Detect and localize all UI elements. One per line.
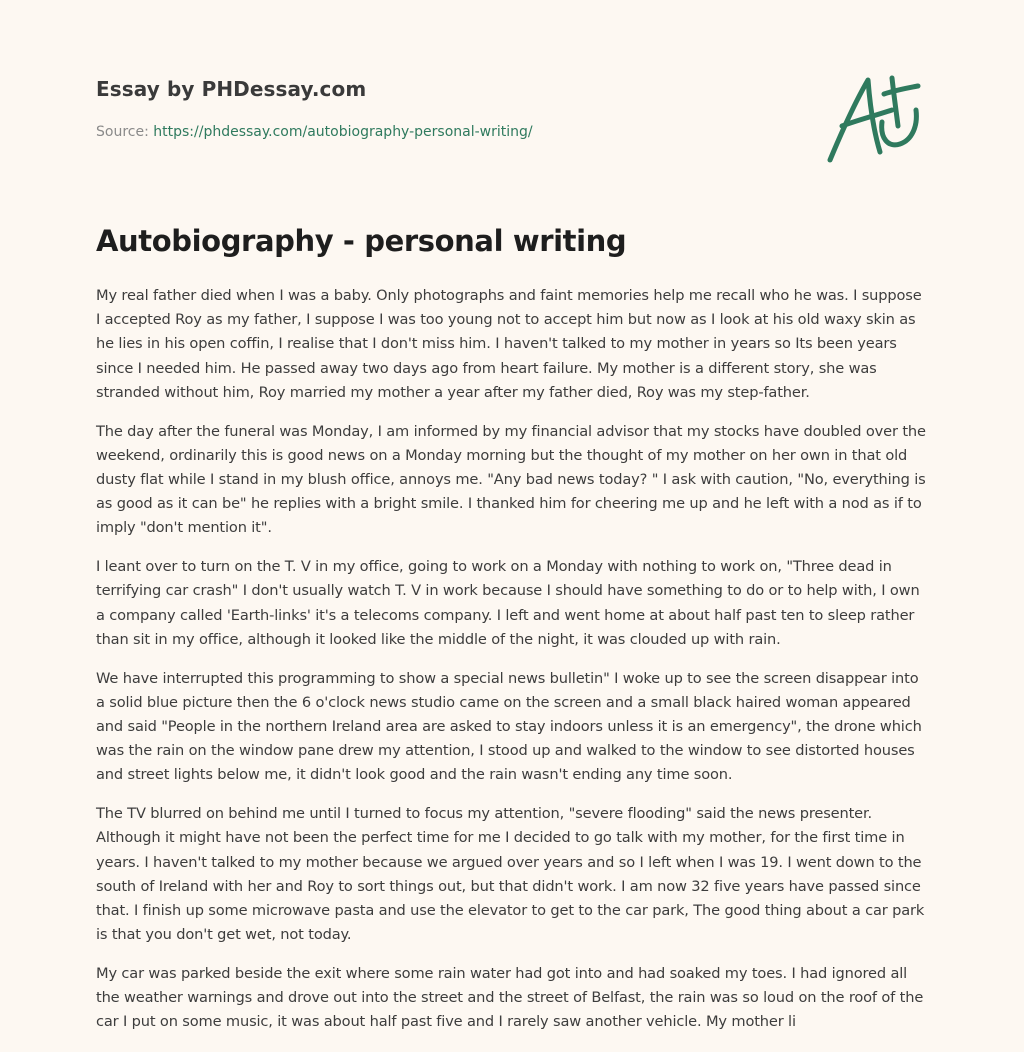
paragraph: The TV blurred on behind me until I turned to focus my attention, "severe flooding" said the news presenter. Although it might have not been the perfect time for me I decided to go talk with my mother, for the first time in years. I haven't talked to my mother because we argued over years and so I left when I was 19. I went down to the south of Ireland with her and Roy to sort things out, but that didn't work. I am now 32 five years have passed since that. I finish up some microwave pasta and use the elevator to get to the car park, The good thing about a car park is that you don't get wet, not today. — [96, 805, 925, 944]
paragraph: We have interrupted this programming to show a special news bulletin" I woke up to see the screen disappear into a solid blue picture then the 6 o'clock news studio came on the screen and a small black haired woman appeared and said "People in the northern Ireland area are asked to stay indoors unless it is an emergency", the drone which was the rain on the window pane drew my attention, I stood up and walked to the window to see distorted houses and street lights below me, it didn't look good and the rain wasn't ending any time soon. — [96, 669, 922, 784]
source-label: Source: — [96, 124, 149, 140]
essay-body — [96, 284, 928, 1049]
paragraph: The day after the funeral was Monday, I am informed by my financial advisor that my stocks have doubled over the weekend, ordinarily this is good news on a Monday morning but the thought of my mother on her own in that old dusty flat while I stand in my blush office, annoys me. "Any bad news today? " I ask with caution, "No, everything is as good as it can be" he replies with a bright smile. I thanked him for cheering me up and he left with a nod as if to imply "don't mention it". — [96, 422, 926, 537]
source-link[interactable]: https://phdessay.com/autobiography-personal-writing/ — [153, 124, 533, 140]
paragraph: My car was parked beside the exit where some rain water had got into and had soaked my toes. I had ignored all the weather warnings and drove out into the street and the street of Belfast, the rain was so loud on the roof of the car I put on some music, it was about half past five and I rarely saw another vehicle. My mother li — [96, 965, 924, 1031]
site-brand: Essay by PHDessay.com — [96, 77, 367, 101]
paragraph: My real father died when I was a baby. Only photographs and faint memories help me recall who he was. I suppose I accepted Roy as my father, I suppose I was too young not to accept him but now as I look at his old waxy skin as he lies in his open coffin, I realise that I don't miss him. I haven't talked to my mother in years so Its been years since I needed him. He passed away two days ago from heart failure. My mother is a different story, she was stranded without him, Roy married my mother a year after my father died, Roy was my step-father. — [96, 287, 922, 401]
essay-title: Autobiography - personal writing — [96, 224, 627, 258]
a-plus-logo-icon — [818, 66, 930, 166]
source-line — [96, 124, 533, 140]
paragraph: I leant over to turn on the T. V in my office, going to work on a Monday with nothing to work on, "Three dead in terrifying car crash" I don't usually watch T. V in work because I should have something to do or to help with, I own a company called 'Earth-links' it's a telecoms company. I left and went home at about half past ten to sleep rather than sit in my office, although it looked like the middle of the night, it was clouded up with rain. — [96, 558, 920, 648]
